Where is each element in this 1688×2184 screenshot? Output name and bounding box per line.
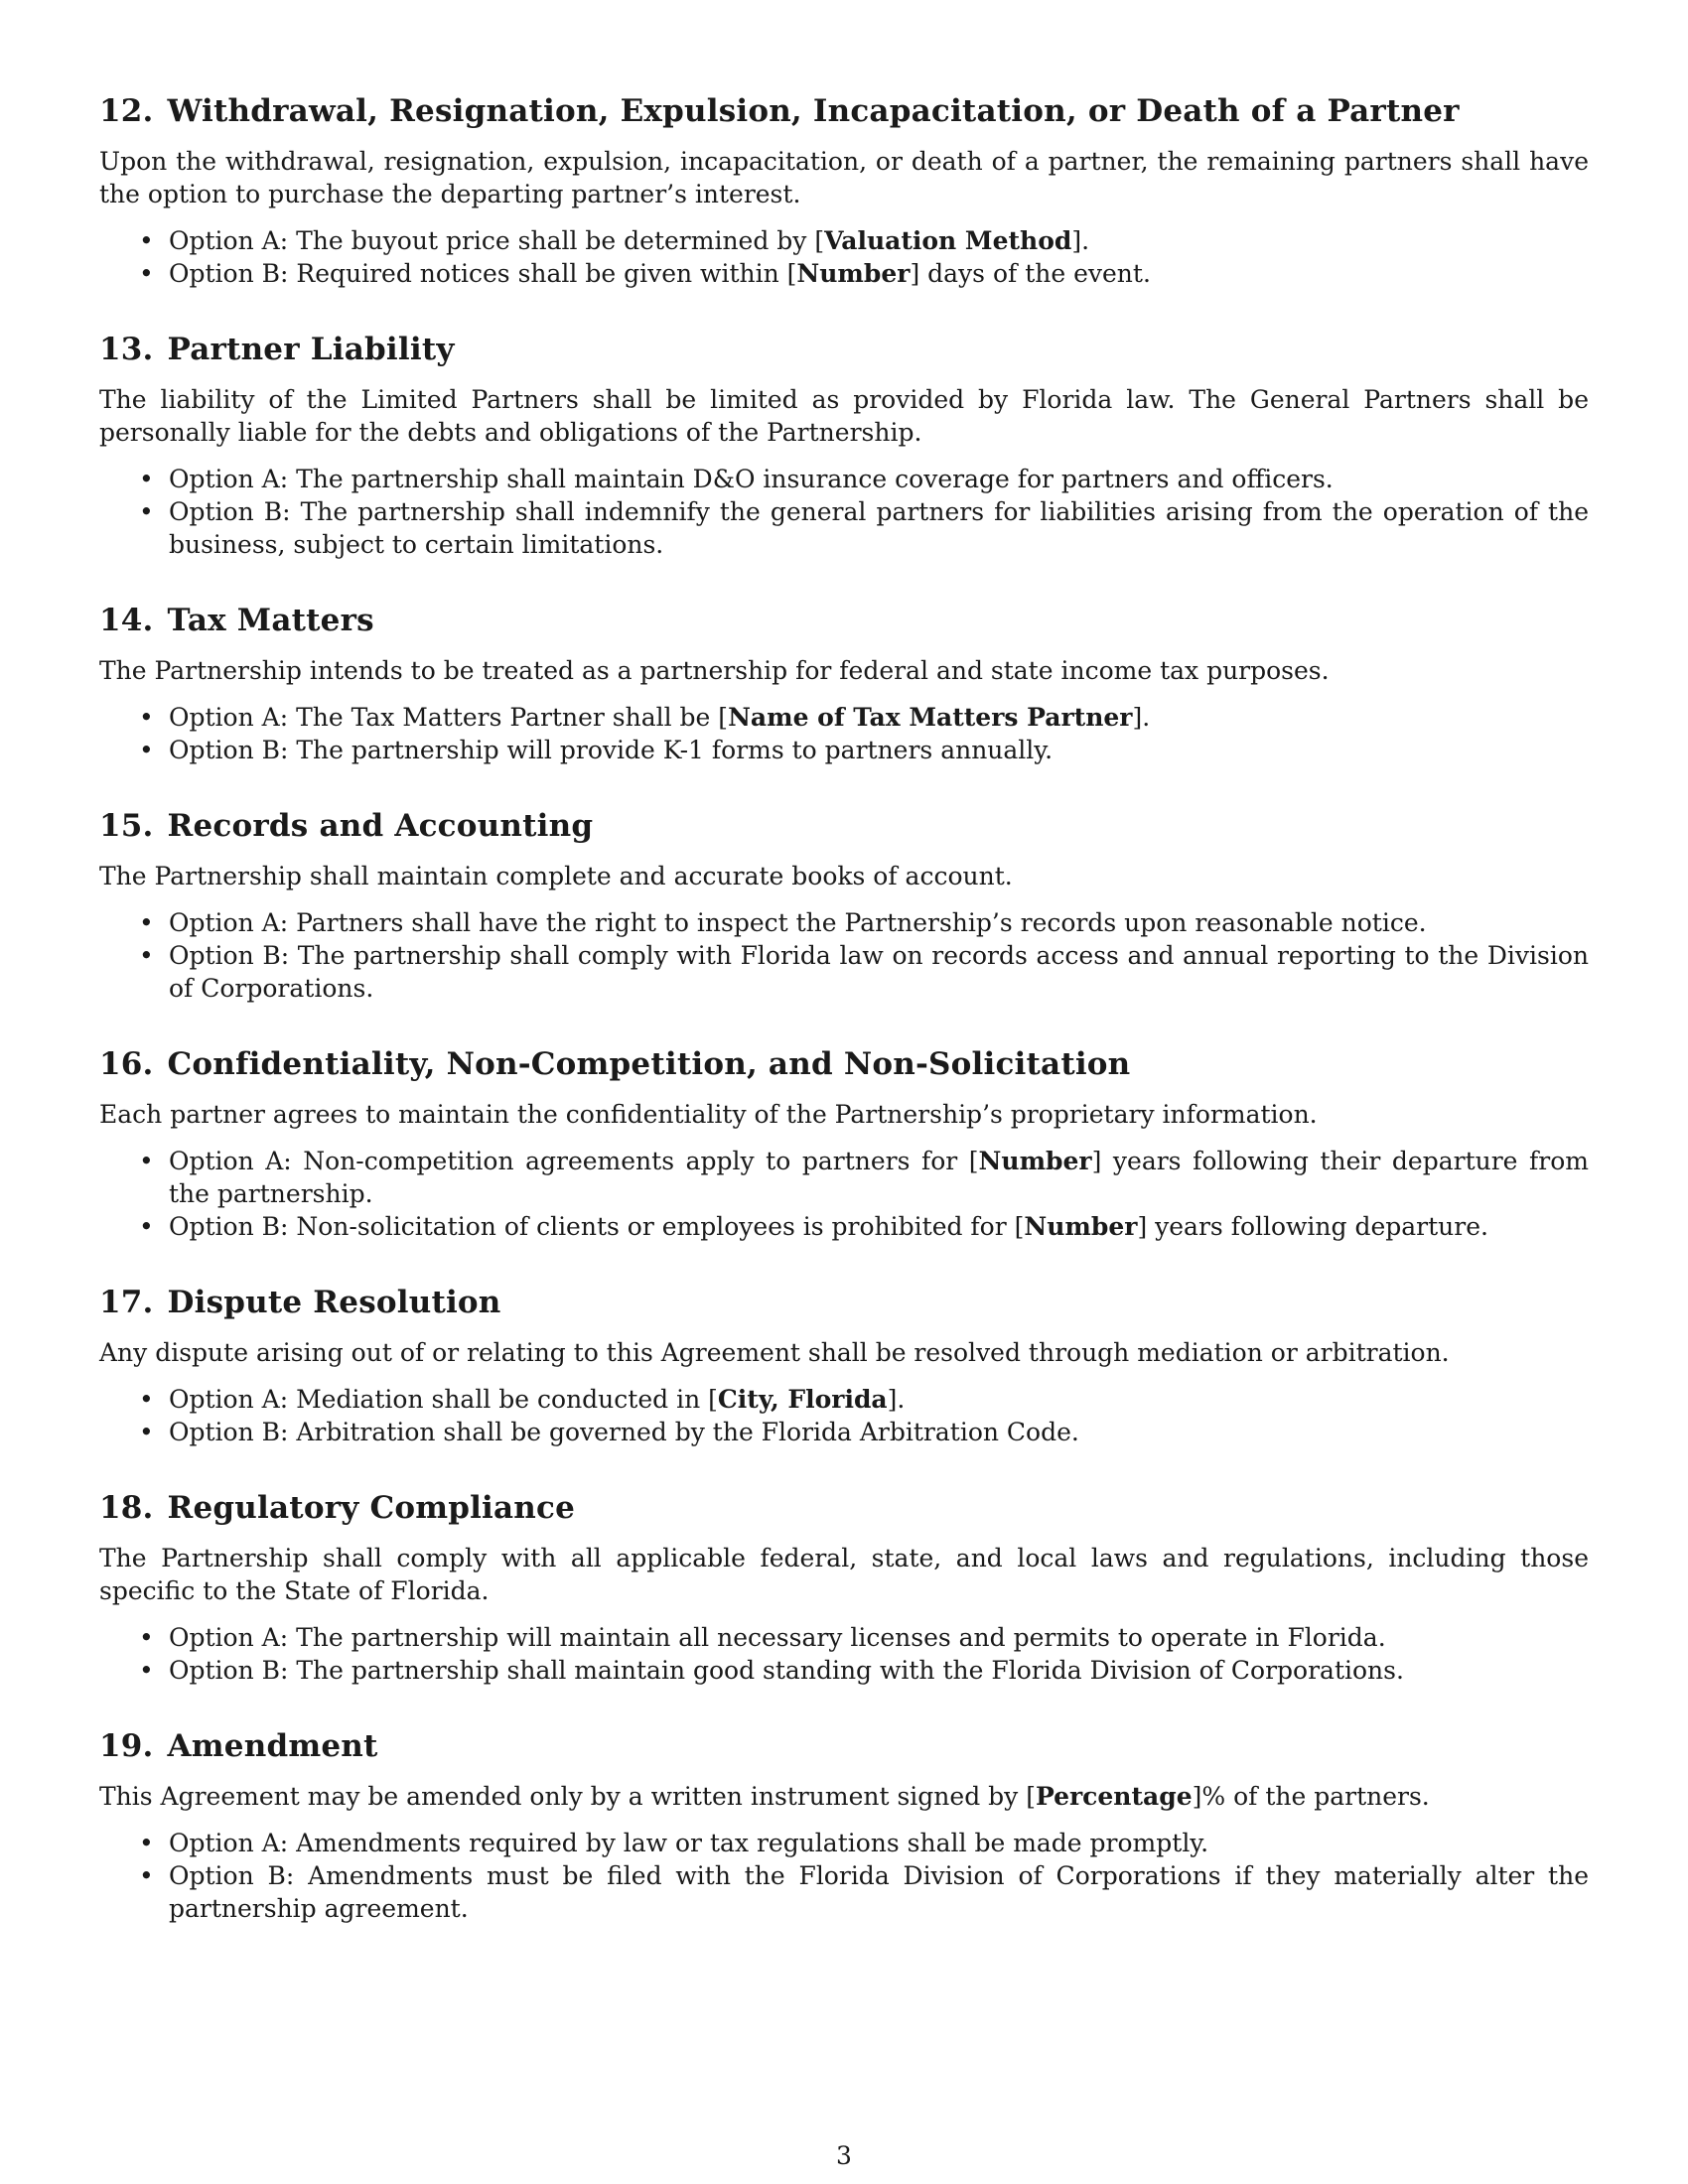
placeholder: Number bbox=[1024, 1212, 1138, 1241]
option-list bbox=[99, 224, 1589, 290]
section-heading bbox=[99, 806, 1589, 846]
bullet-icon: • bbox=[139, 497, 154, 526]
option-item: • Option B: The partnership shall comply with Florida law on records access and annual reporting to the Division of Corporations. bbox=[139, 941, 1589, 1003]
placeholder: Valuation Method bbox=[824, 226, 1072, 255]
section-14 bbox=[99, 601, 1589, 766]
bullet-icon: • bbox=[139, 1418, 154, 1446]
placeholder: City, Florida bbox=[717, 1385, 888, 1414]
section-heading bbox=[99, 1044, 1589, 1084]
section-title: Dispute Resolution bbox=[167, 1285, 501, 1320]
option-item: • Option B: Amendments must be filed with the Florida Division of Corporations if they materially alter the partnership agreement. bbox=[139, 1861, 1589, 1923]
section-heading bbox=[99, 1726, 1589, 1766]
section-number: 12. bbox=[99, 93, 154, 129]
document-body bbox=[99, 91, 1589, 1965]
section-19 bbox=[99, 1726, 1589, 1925]
option-item: • Option A: Mediation shall be conducted in [City, Florida]. bbox=[139, 1385, 906, 1414]
bullet-icon: • bbox=[139, 465, 154, 493]
option-item: • Option B: Arbitration shall be governed by the Florida Arbitration Code. bbox=[139, 1418, 1079, 1446]
option-list bbox=[99, 1145, 1589, 1243]
section-heading bbox=[99, 1283, 1589, 1322]
section-number: 18. bbox=[99, 1490, 154, 1526]
option-item: • Option A: The partnership shall maintain D&O insurance coverage for partners and officers. bbox=[139, 465, 1334, 493]
section-intro: Any dispute arising out of or relating to this Agreement shall be resolved through mediation or arbitration. bbox=[99, 1338, 1450, 1367]
section-title: Partner Liability bbox=[167, 332, 455, 367]
section-intro: The Partnership intends to be treated as a partnership for federal and state income tax purposes. bbox=[99, 656, 1330, 685]
option-item: • Option A: The partnership will maintain all necessary licenses and permits to operate in Florida. bbox=[139, 1623, 1386, 1652]
option-list bbox=[99, 906, 1589, 1005]
bullet-icon: • bbox=[139, 1829, 154, 1857]
section-12 bbox=[99, 91, 1589, 290]
option-item: • Option B: The partnership shall indemnify the general partners for liabilities arising from the operation of the business, subject to certain limitations. bbox=[139, 497, 1589, 559]
option-item: • Option A: Non-competition agreements apply to partners for [Number] years following their departure from the partnership. bbox=[139, 1147, 1589, 1208]
bullet-icon: • bbox=[139, 908, 154, 937]
option-list bbox=[99, 1621, 1589, 1687]
section-intro: This Agreement may be amended only by a written instrument signed by [Percentage]% of the partners. bbox=[99, 1782, 1430, 1811]
section-heading bbox=[99, 1488, 1589, 1528]
section-intro: The Partnership shall comply with all applicable federal, state, and local laws and regulations, including those specific to the State of Florida. bbox=[99, 1544, 1589, 1605]
bullet-icon: • bbox=[139, 941, 154, 970]
section-number: 19. bbox=[99, 1728, 154, 1764]
section-title: Withdrawal, Resignation, Expulsion, Incapacitation, or Death of a Partner bbox=[167, 93, 1460, 129]
bullet-icon: • bbox=[139, 259, 154, 288]
placeholder: Name of Tax Matters Partner bbox=[728, 703, 1133, 732]
section-heading bbox=[99, 330, 1589, 369]
section-intro: Upon the withdrawal, resignation, expulsion, incapacitation, or death of a partner, the remaining partners shall have the option to purchase the departing partner’s interest. bbox=[99, 147, 1589, 208]
bullet-icon: • bbox=[139, 1147, 154, 1175]
section-intro: The Partnership shall maintain complete and accurate books of account. bbox=[99, 862, 1013, 890]
bullet-icon: • bbox=[139, 1656, 154, 1685]
option-list bbox=[99, 701, 1589, 766]
bullet-icon: • bbox=[139, 703, 154, 732]
bullet-icon: • bbox=[139, 1861, 154, 1890]
bullet-icon: • bbox=[139, 736, 154, 764]
bullet-icon: • bbox=[139, 1385, 154, 1414]
section-title: Regulatory Compliance bbox=[167, 1490, 576, 1526]
section-18 bbox=[99, 1488, 1589, 1687]
placeholder: Percentage bbox=[1035, 1782, 1193, 1811]
bullet-icon: • bbox=[139, 1212, 154, 1241]
section-number: 15. bbox=[99, 808, 154, 844]
section-number: 16. bbox=[99, 1046, 154, 1082]
option-list bbox=[99, 1383, 1589, 1448]
section-heading bbox=[99, 601, 1589, 640]
bullet-icon: • bbox=[139, 1623, 154, 1652]
option-item: • Option B: The partnership shall maintain good standing with the Florida Division of Corporations. bbox=[139, 1656, 1404, 1685]
option-item: • Option A: The buyout price shall be determined by [Valuation Method]. bbox=[139, 226, 1090, 255]
section-title: Confidentiality, Non-Competition, and Non-Solicitation bbox=[167, 1046, 1131, 1082]
bullet-icon: • bbox=[139, 226, 154, 255]
section-title: Tax Matters bbox=[167, 603, 374, 638]
placeholder: Number bbox=[796, 259, 911, 288]
section-title: Records and Accounting bbox=[167, 808, 594, 844]
option-item: • Option A: Amendments required by law or tax regulations shall be made promptly. bbox=[139, 1829, 1209, 1857]
section-number: 14. bbox=[99, 603, 154, 638]
section-number: 17. bbox=[99, 1285, 154, 1320]
section-intro: Each partner agrees to maintain the confidentiality of the Partnership’s proprietary information. bbox=[99, 1100, 1318, 1129]
option-list bbox=[99, 1827, 1589, 1925]
option-item: • Option B: Required notices shall be given within [Number] days of the event. bbox=[139, 259, 1151, 288]
section-heading bbox=[99, 91, 1589, 131]
section-13 bbox=[99, 330, 1589, 561]
option-item: • Option A: Partners shall have the right to inspect the Partnership’s records upon reasonable notice. bbox=[139, 908, 1427, 937]
section-intro: The liability of the Limited Partners shall be limited as provided by Florida law. The General Partners shall be personally liable for the debts and obligations of the Partnership. bbox=[99, 385, 1589, 447]
placeholder: Number bbox=[978, 1147, 1092, 1175]
section-title: Amendment bbox=[167, 1728, 378, 1764]
section-number: 13. bbox=[99, 332, 154, 367]
option-item: • Option A: The Tax Matters Partner shall be [Name of Tax Matters Partner]. bbox=[139, 703, 1151, 732]
option-list bbox=[99, 463, 1589, 561]
section-16 bbox=[99, 1044, 1589, 1243]
page-number: 3 bbox=[836, 2141, 852, 2170]
section-17 bbox=[99, 1283, 1589, 1448]
section-15 bbox=[99, 806, 1589, 1005]
option-item: • Option B: The partnership will provide K-1 forms to partners annually. bbox=[139, 736, 1054, 764]
option-item: • Option B: Non-solicitation of clients or employees is prohibited for [Number] years following departure. bbox=[139, 1212, 1488, 1241]
